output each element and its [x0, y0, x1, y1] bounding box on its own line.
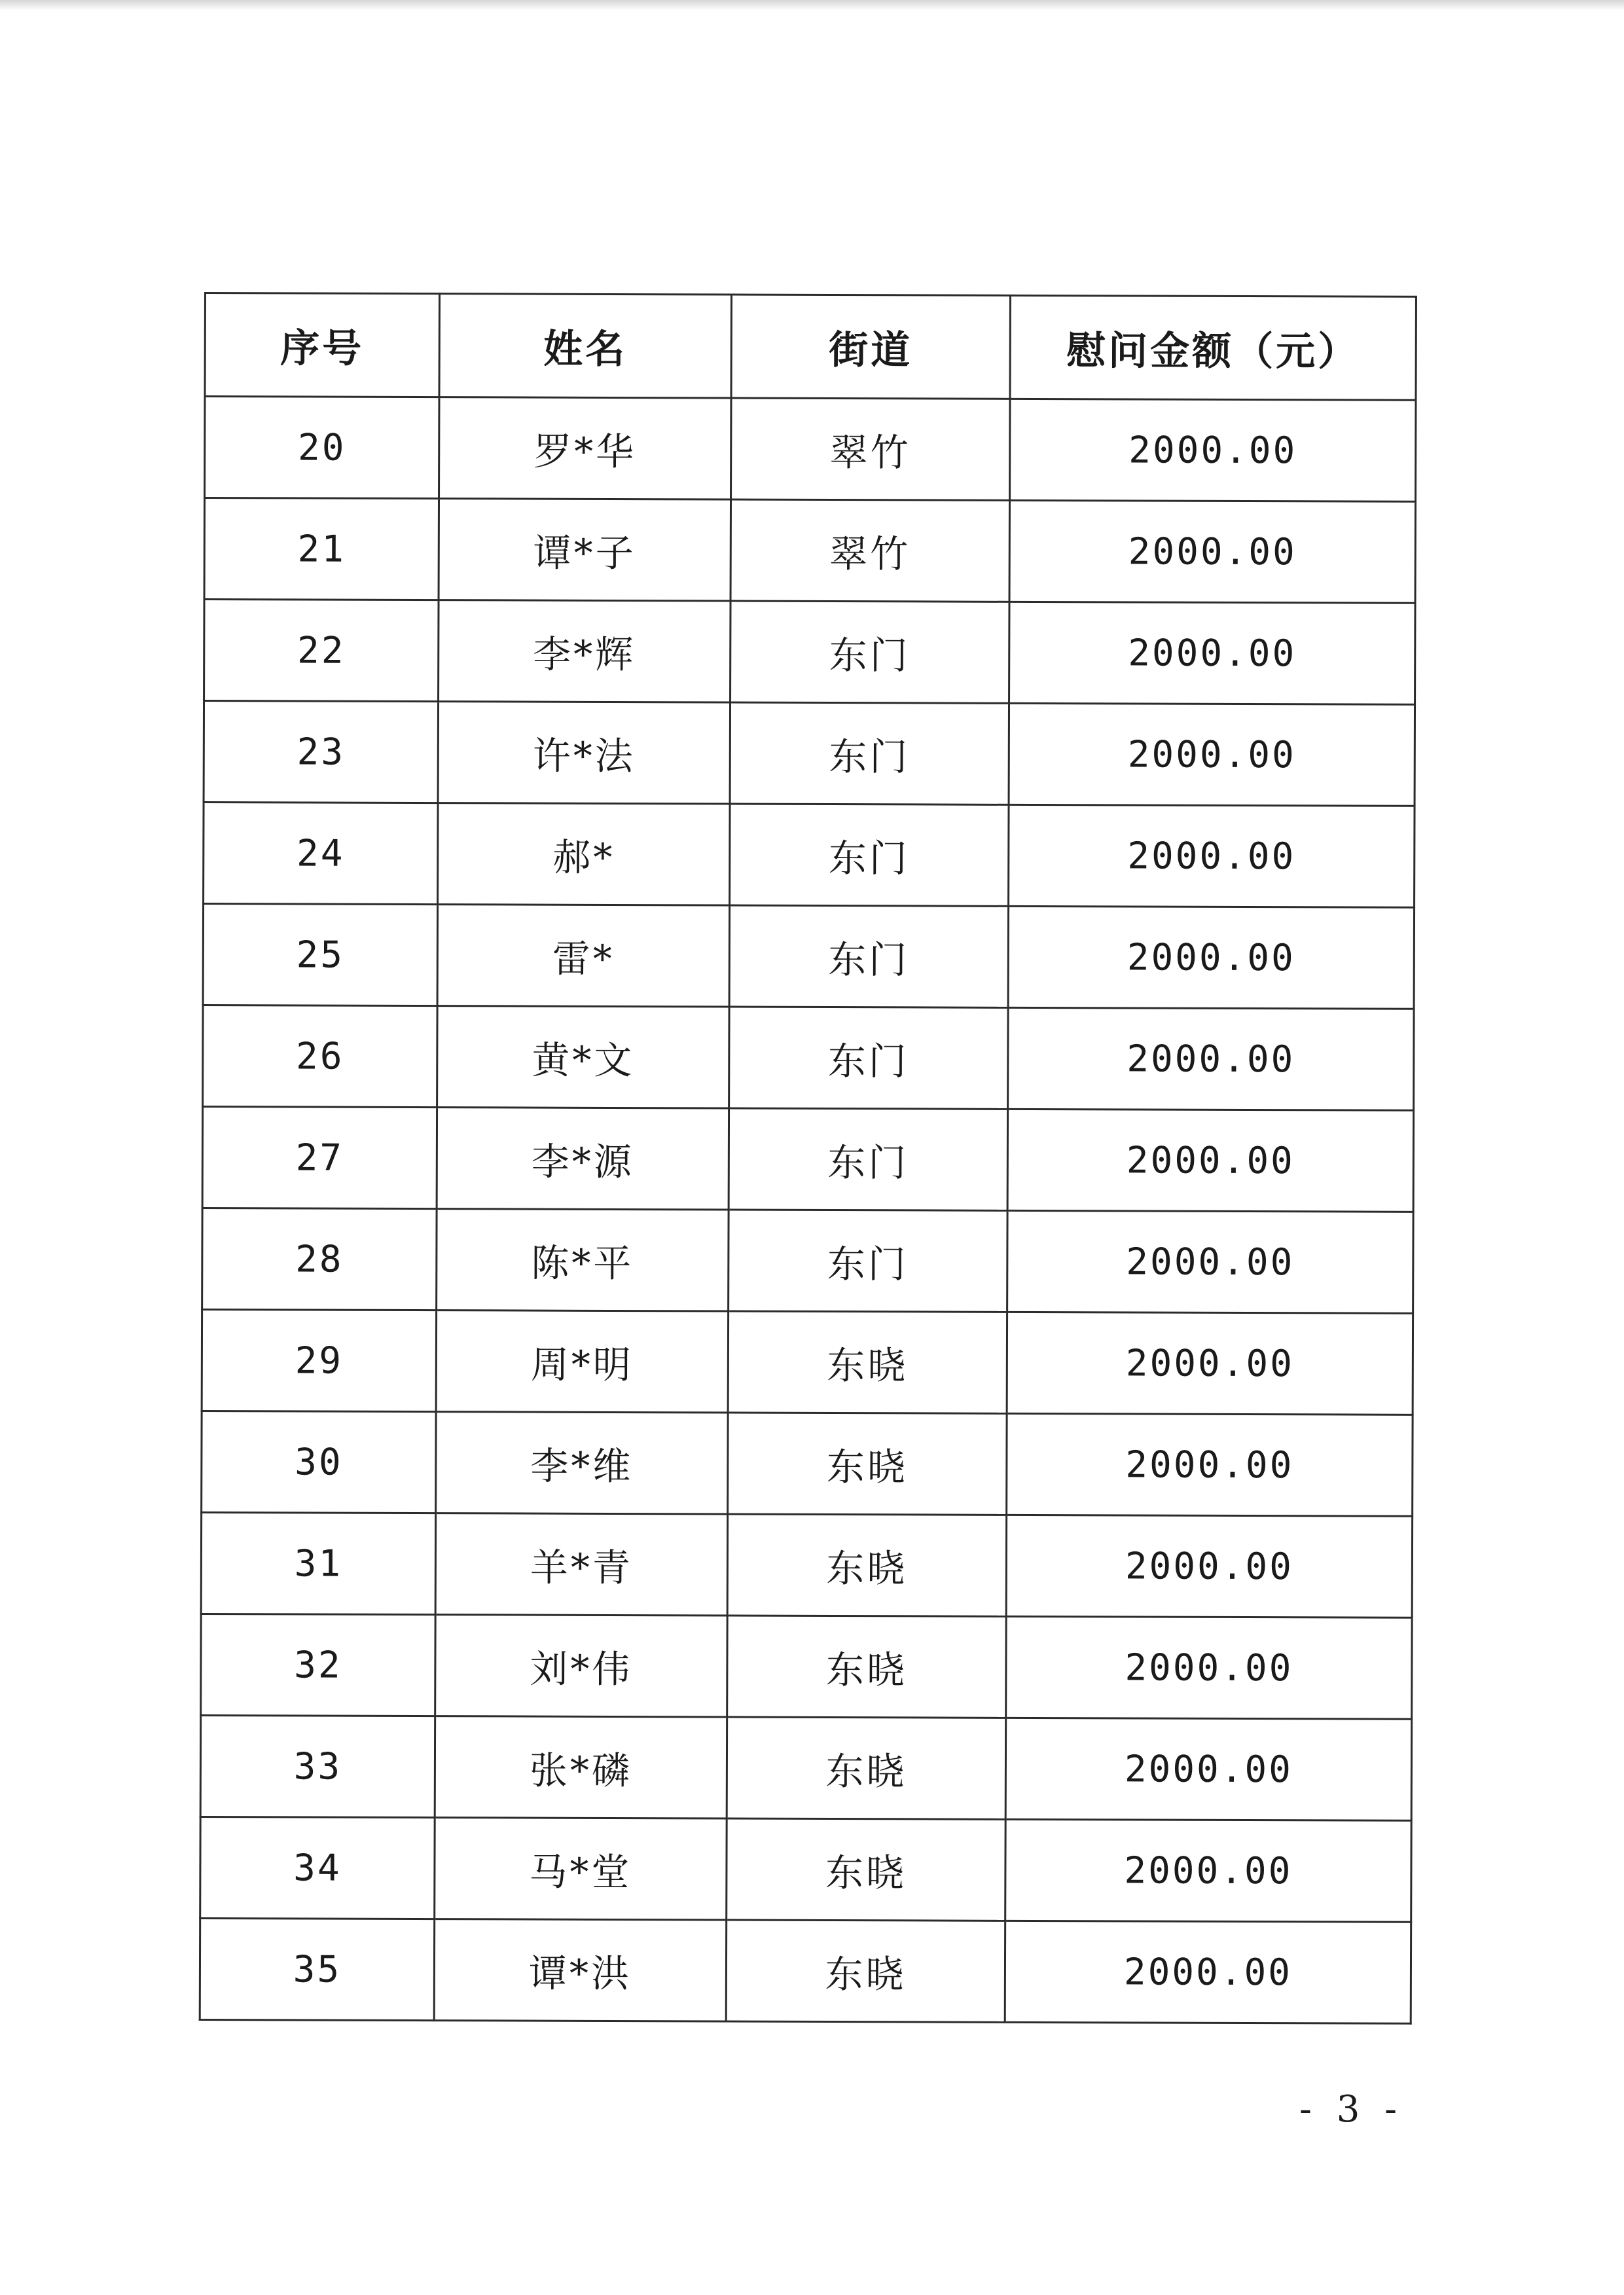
table-row	[203, 1005, 1414, 1110]
header-amount: 慰问金额（元）	[1010, 295, 1416, 400]
cell-amount: 2000.00	[1009, 804, 1415, 907]
cell-serial-number: 23	[204, 701, 438, 803]
cell-name: 雷*	[437, 905, 729, 1007]
cell-name: 李*源	[437, 1108, 729, 1210]
cell-street: 翠竹	[731, 398, 1010, 500]
cell-amount: 2000.00	[1009, 500, 1415, 603]
table-row	[204, 701, 1415, 806]
header-name: 姓名	[439, 294, 731, 398]
cell-serial-number: 29	[202, 1309, 436, 1411]
cell-amount: 2000.00	[1007, 1109, 1413, 1212]
table-row	[200, 1918, 1411, 2023]
cell-serial-number: 20	[205, 397, 439, 499]
table-header-row	[205, 293, 1416, 401]
cell-serial-number: 21	[204, 498, 439, 600]
header-serial-number: 序号	[205, 293, 439, 397]
cell-street: 东晓	[727, 1616, 1006, 1718]
cell-serial-number: 34	[200, 1816, 435, 1919]
cell-street: 东晓	[727, 1818, 1005, 1921]
cell-name: 谭*子	[439, 499, 731, 601]
cell-name: 谭*洪	[434, 1919, 726, 2021]
cell-amount: 2000.00	[1010, 399, 1416, 501]
cell-amount: 2000.00	[1005, 1718, 1411, 1820]
cell-street: 东门	[730, 804, 1009, 906]
cell-street: 东晓	[727, 1514, 1006, 1616]
cell-street: 东晓	[727, 1717, 1005, 1819]
cell-serial-number: 22	[204, 600, 439, 702]
table-container	[199, 292, 1415, 2025]
cell-amount: 2000.00	[1006, 1515, 1412, 1617]
table-row	[202, 1208, 1413, 1313]
table-row	[202, 1309, 1413, 1415]
cell-amount: 2000.00	[1007, 1210, 1413, 1313]
cell-amount: 2000.00	[1009, 703, 1415, 806]
cell-street: 东晓	[726, 1920, 1005, 2022]
cell-amount: 2000.00	[1009, 602, 1415, 704]
cell-amount: 2000.00	[1006, 1616, 1412, 1719]
cell-amount: 2000.00	[1007, 1312, 1413, 1415]
cell-serial-number: 31	[201, 1512, 435, 1614]
cell-name: 黄*文	[437, 1006, 729, 1108]
page-number: - 3 -	[1299, 2088, 1404, 2131]
cell-name: 李*维	[436, 1412, 728, 1514]
cell-name: 马*堂	[435, 1818, 727, 1920]
table-row	[204, 803, 1415, 908]
table-row	[203, 904, 1414, 1009]
cell-street: 东门	[731, 601, 1009, 703]
cell-amount: 2000.00	[1008, 1007, 1414, 1110]
scan-edge	[0, 0, 1624, 10]
cell-serial-number: 24	[204, 803, 438, 905]
cell-name: 周*明	[436, 1310, 728, 1413]
table-row	[201, 1512, 1412, 1617]
cell-serial-number: 33	[200, 1715, 435, 1817]
table-row	[200, 1816, 1411, 1922]
table-row	[201, 1614, 1412, 1719]
relief-table	[199, 292, 1417, 2025]
table-row	[204, 498, 1415, 604]
table-row	[200, 1715, 1411, 1820]
table-row	[202, 1411, 1413, 1516]
cell-name: 郝*	[438, 803, 730, 905]
cell-serial-number: 35	[200, 1918, 434, 2020]
cell-street: 东门	[729, 905, 1008, 1007]
cell-street: 东晓	[728, 1413, 1007, 1515]
cell-street: 东门	[729, 1007, 1008, 1109]
cell-serial-number: 28	[202, 1208, 437, 1310]
cell-serial-number: 26	[203, 1005, 437, 1107]
table-row	[202, 1106, 1413, 1212]
table-body	[200, 397, 1416, 2024]
cell-name: 羊*青	[435, 1513, 727, 1616]
cell-name: 陈*平	[437, 1209, 729, 1311]
cell-amount: 2000.00	[1005, 1921, 1411, 2023]
cell-serial-number: 30	[202, 1411, 436, 1513]
cell-name: 李*辉	[439, 600, 731, 702]
cell-amount: 2000.00	[1005, 1819, 1411, 1922]
cell-serial-number: 25	[203, 904, 437, 1006]
cell-name: 张*磷	[435, 1716, 727, 1818]
cell-amount: 2000.00	[1007, 1413, 1413, 1516]
cell-street: 翠竹	[731, 499, 1009, 602]
header-street: 街道	[731, 295, 1010, 399]
cell-name: 罗*华	[439, 397, 731, 499]
table-row	[204, 600, 1415, 705]
cell-name: 刘*伟	[435, 1615, 727, 1717]
cell-street: 东门	[729, 1108, 1007, 1210]
cell-street: 东晓	[728, 1311, 1007, 1413]
cell-street: 东门	[730, 702, 1009, 804]
cell-serial-number: 32	[201, 1614, 435, 1716]
cell-street: 东门	[729, 1210, 1007, 1312]
cell-name: 许*法	[438, 702, 730, 804]
table-row	[205, 397, 1416, 502]
cell-amount: 2000.00	[1008, 906, 1414, 1009]
cell-serial-number: 27	[202, 1106, 437, 1208]
